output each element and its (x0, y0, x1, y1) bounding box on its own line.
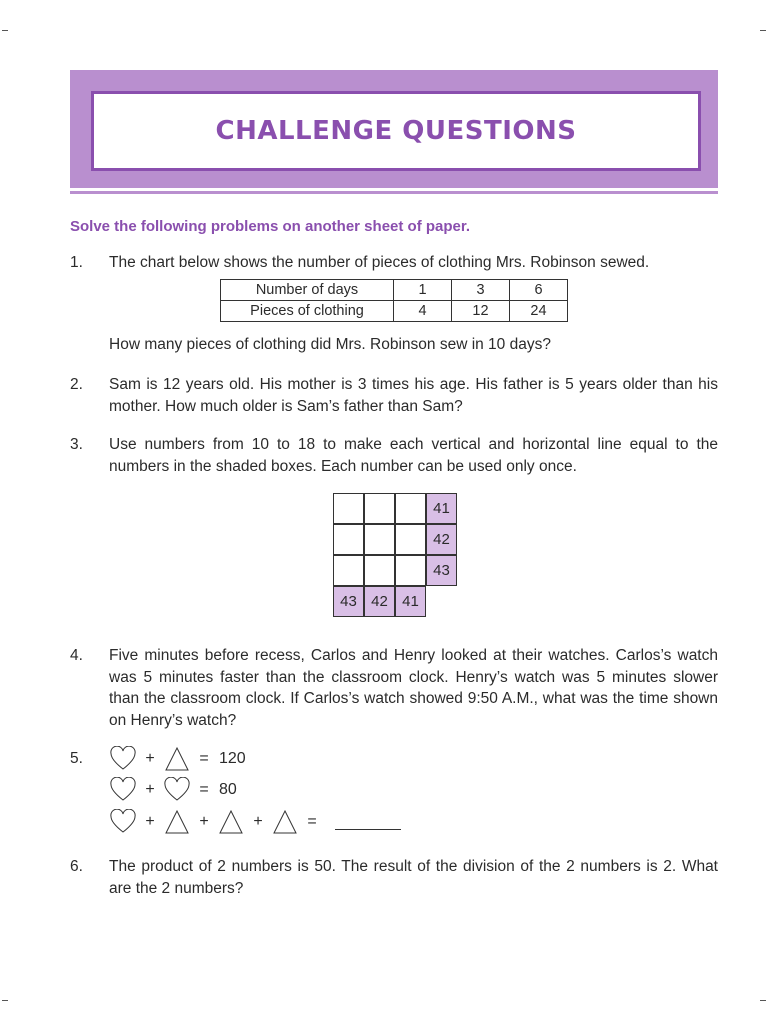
question-number: 4. (70, 647, 83, 664)
grid-cell-empty (364, 524, 395, 555)
table-cell: 6 (510, 280, 568, 301)
page-title: CHALLENGE QUESTIONS (215, 116, 577, 146)
column-sum-cell: 43 (333, 586, 364, 617)
table-cell: 4 (394, 301, 452, 322)
triangle-icon (218, 809, 244, 835)
triangle-icon (164, 809, 190, 835)
crop-mark (2, 1000, 8, 1001)
grid-cell-empty (364, 555, 395, 586)
heart-icon (110, 809, 136, 835)
table-cell: 12 (452, 301, 510, 322)
question-number: 5. (70, 750, 83, 767)
equals-sign: = (307, 813, 317, 830)
question-1-followup: How many pieces of clothing did Mrs. Robinson sew in 10 days? (109, 336, 551, 353)
table-row (221, 301, 568, 322)
header-box (91, 91, 701, 171)
grid-cell-empty (333, 555, 364, 586)
instruction-text: Solve the following problems on another sheet of paper. (70, 218, 471, 235)
heart-icon (110, 746, 136, 772)
grid-cell-empty (395, 493, 426, 524)
grid-cell-empty (395, 555, 426, 586)
table-cell-label: Number of days (221, 280, 394, 301)
heart-icon (110, 777, 136, 803)
equals-sign: = (199, 750, 209, 767)
question-2-text: Sam is 12 years old. His mother is 3 times his age. His father is 5 years older than his mother. How much older is Sam’s father than Sam? (109, 376, 718, 415)
header-underline (70, 191, 718, 194)
plus-sign: + (145, 750, 155, 767)
plus-sign: + (145, 813, 155, 830)
answer-blank (335, 815, 401, 830)
column-sum-cell: 42 (364, 586, 395, 617)
crop-mark (2, 30, 8, 31)
equals-sign: = (199, 781, 209, 798)
question-number: 2. (70, 376, 83, 393)
table-cell-label: Pieces of clothing (221, 301, 394, 322)
clothing-table (220, 279, 568, 322)
plus-sign: + (253, 813, 263, 830)
grid-cell-empty (395, 524, 426, 555)
equation-result: 80 (219, 781, 237, 798)
grid-cell-empty (364, 493, 395, 524)
question-4-text: Five minutes before recess, Carlos and Henry looked at their watches. Carlos’s watch was 5 minutes faster than the classroom clock. Henry’s watch was 5 minutes slower than the classroom clock. If Carlos’s watch showed 9:50 A.M., what was the time shown on Henry’s watch? (109, 647, 718, 729)
column-sum-cell: 41 (395, 586, 426, 617)
question-number: 1. (70, 254, 83, 271)
triangle-icon (272, 809, 298, 835)
question-1-text: The chart below shows the number of pieces of clothing Mrs. Robinson sewed. (109, 254, 650, 271)
table-cell: 24 (510, 301, 568, 322)
question-6-text: The product of 2 numbers is 50. The result of the division of the 2 numbers is 2. What are the 2 numbers? (109, 858, 718, 897)
equation-3 (107, 806, 401, 838)
table-cell: 1 (394, 280, 452, 301)
question-number: 3. (70, 436, 83, 453)
row-sum-cell: 43 (426, 555, 457, 586)
equation-result: 120 (219, 750, 246, 767)
question-3-text: Use numbers from 10 to 18 to make each vertical and horizontal line equal to the numbers in the shaded boxes. Each number can be used only once. (109, 436, 718, 475)
crop-mark (760, 1000, 766, 1001)
grid-cell-empty (333, 493, 364, 524)
equation-2 (107, 774, 237, 806)
row-sum-cell: 41 (426, 493, 457, 524)
crop-mark (760, 30, 766, 31)
heart-icon (164, 777, 190, 803)
row-sum-cell: 42 (426, 524, 457, 555)
plus-sign: + (145, 781, 155, 798)
table-cell: 3 (452, 280, 510, 301)
question-number: 6. (70, 858, 83, 875)
grid-cell-empty (333, 524, 364, 555)
equation-1 (107, 743, 246, 775)
plus-sign: + (199, 813, 209, 830)
table-row (221, 280, 568, 301)
triangle-icon (164, 746, 190, 772)
